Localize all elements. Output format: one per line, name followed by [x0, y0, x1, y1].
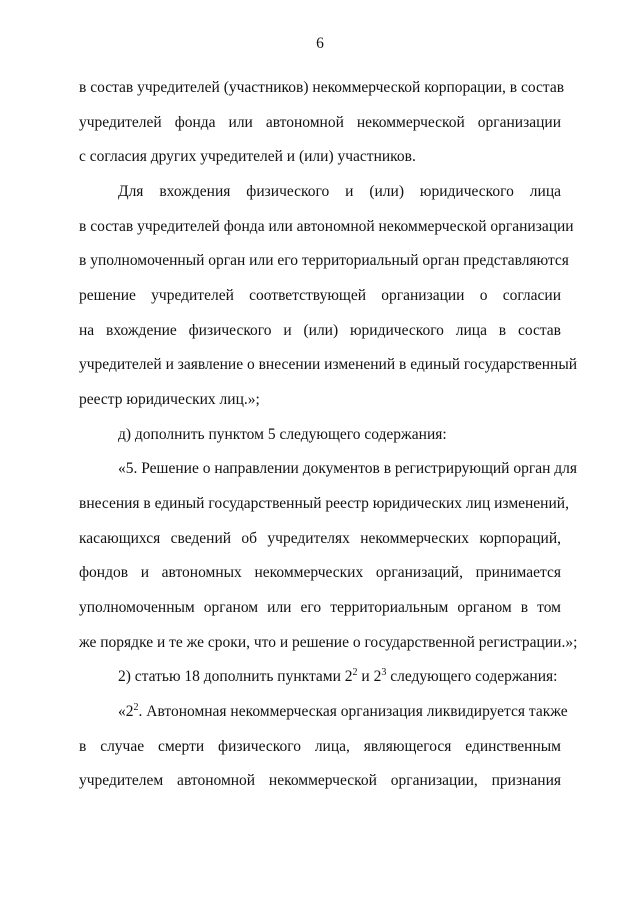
text-line: с согласия других учредителей и (или) участников.: [79, 148, 416, 165]
text-line: внесения в единый государственный реестр юридических лиц изменений,: [79, 495, 569, 512]
paragraph-start-line: «5. Решение о направлении документов в регистрирующий орган для: [118, 460, 577, 477]
text-fragment: следующего содержания:: [386, 668, 558, 685]
text-line: касающихся сведений об учредителях некоммерческих корпораций,: [79, 530, 561, 547]
text-fragment: 2) статью 18 дополнить пунктами 2: [118, 668, 353, 685]
text-fragment: «2: [118, 703, 134, 720]
text-line: учредителей и заявление о внесении изменений в единый государственный: [79, 356, 578, 373]
text-line: в случае смерти физического лица, являющегося единственным: [79, 738, 561, 755]
text-line: в уполномоченный орган или его территориальный орган представляются: [79, 252, 569, 269]
text-fragment: и 2: [357, 668, 382, 685]
paragraph-start-line: д) дополнить пунктом 5 следующего содержания:: [118, 426, 447, 443]
text-line: на вхождение физического и (или) юридического лица в состав: [79, 322, 561, 339]
text-line: учредителей фонда или автономной некоммерческой организации: [79, 114, 561, 131]
text-line: фондов и автономных некоммерческих организаций, принимается: [79, 564, 561, 581]
text-line: в состав учредителей фонда или автономной некоммерческой организации: [79, 218, 574, 235]
text-fragment: . Автономная некоммерческая организация ликвидируется также: [138, 703, 568, 720]
paragraph-start-line: [118, 701, 568, 722]
page-number: 6: [316, 35, 324, 52]
text-line: учредителем автономной некоммерческой организации, признания: [79, 772, 561, 789]
superscript: 2: [133, 701, 139, 713]
paragraph-start-line: Для вхождения физического и (или) юридического лица: [118, 183, 561, 200]
paragraph-start-line: [118, 667, 561, 687]
text-line: уполномоченным органом или его территориальным органом в том: [79, 599, 561, 616]
superscript: 3: [381, 666, 387, 678]
text-line: в состав учредителей (участников) некоммерческой корпорации, в состав: [79, 79, 565, 96]
text-line: реестр юридических лиц.»;: [79, 391, 260, 408]
text-line: решение учредителей соответствующей организации о согласии: [79, 287, 561, 304]
text-line: же порядке и те же сроки, что и решение о государственной регистрации.»;: [79, 634, 578, 651]
superscript: 2: [352, 666, 358, 678]
